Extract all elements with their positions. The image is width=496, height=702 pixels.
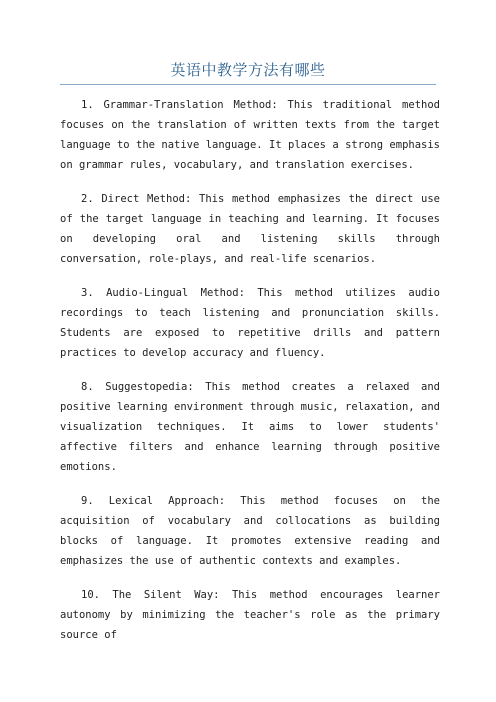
paragraph-silent-way: 10. The Silent Way: This method encourages learner autonomy by minimizing the teacher's role as the primary source of xyxy=(60,589,440,641)
title-divider xyxy=(60,84,436,85)
paragraph-grammar-translation: 1. Grammar-Translation Method: This traditional method focuses on the translation of written texts from the target language to the native language. It places a strong emphasis on grammar rules, vocabulary, and translation exercises. xyxy=(60,99,440,171)
paragraph-suggestopedia: 8. Suggestopedia: This method creates a relaxed and positive learning environment through music, relaxation, and visualization techniques. It aims to lower students' affective filters and enhance learning through positive emotions. xyxy=(60,381,440,473)
document-title: 英语中教学方法有哪些 xyxy=(170,61,326,79)
paragraph-audio-lingual: 3. Audio-Lingual Method: This method utilizes audio recordings to teach listening and pronunciation skills. Students are exposed to repetitive drills and pattern practices to develop accuracy and fluency. xyxy=(60,287,440,359)
document-body xyxy=(60,95,440,659)
paragraph-lexical-approach: 9. Lexical Approach: This method focuses on the acquisition of vocabulary and collocations as building blocks of language. It promotes extensive reading and emphasizes the use of authentic contexts and examples. xyxy=(60,495,440,567)
paragraph-direct-method: 2. Direct Method: This method emphasizes the direct use of the target language in teaching and learning. It focuses on developing oral and listening skills through conversation, role-plays, and real-life scenarios. xyxy=(60,193,440,265)
